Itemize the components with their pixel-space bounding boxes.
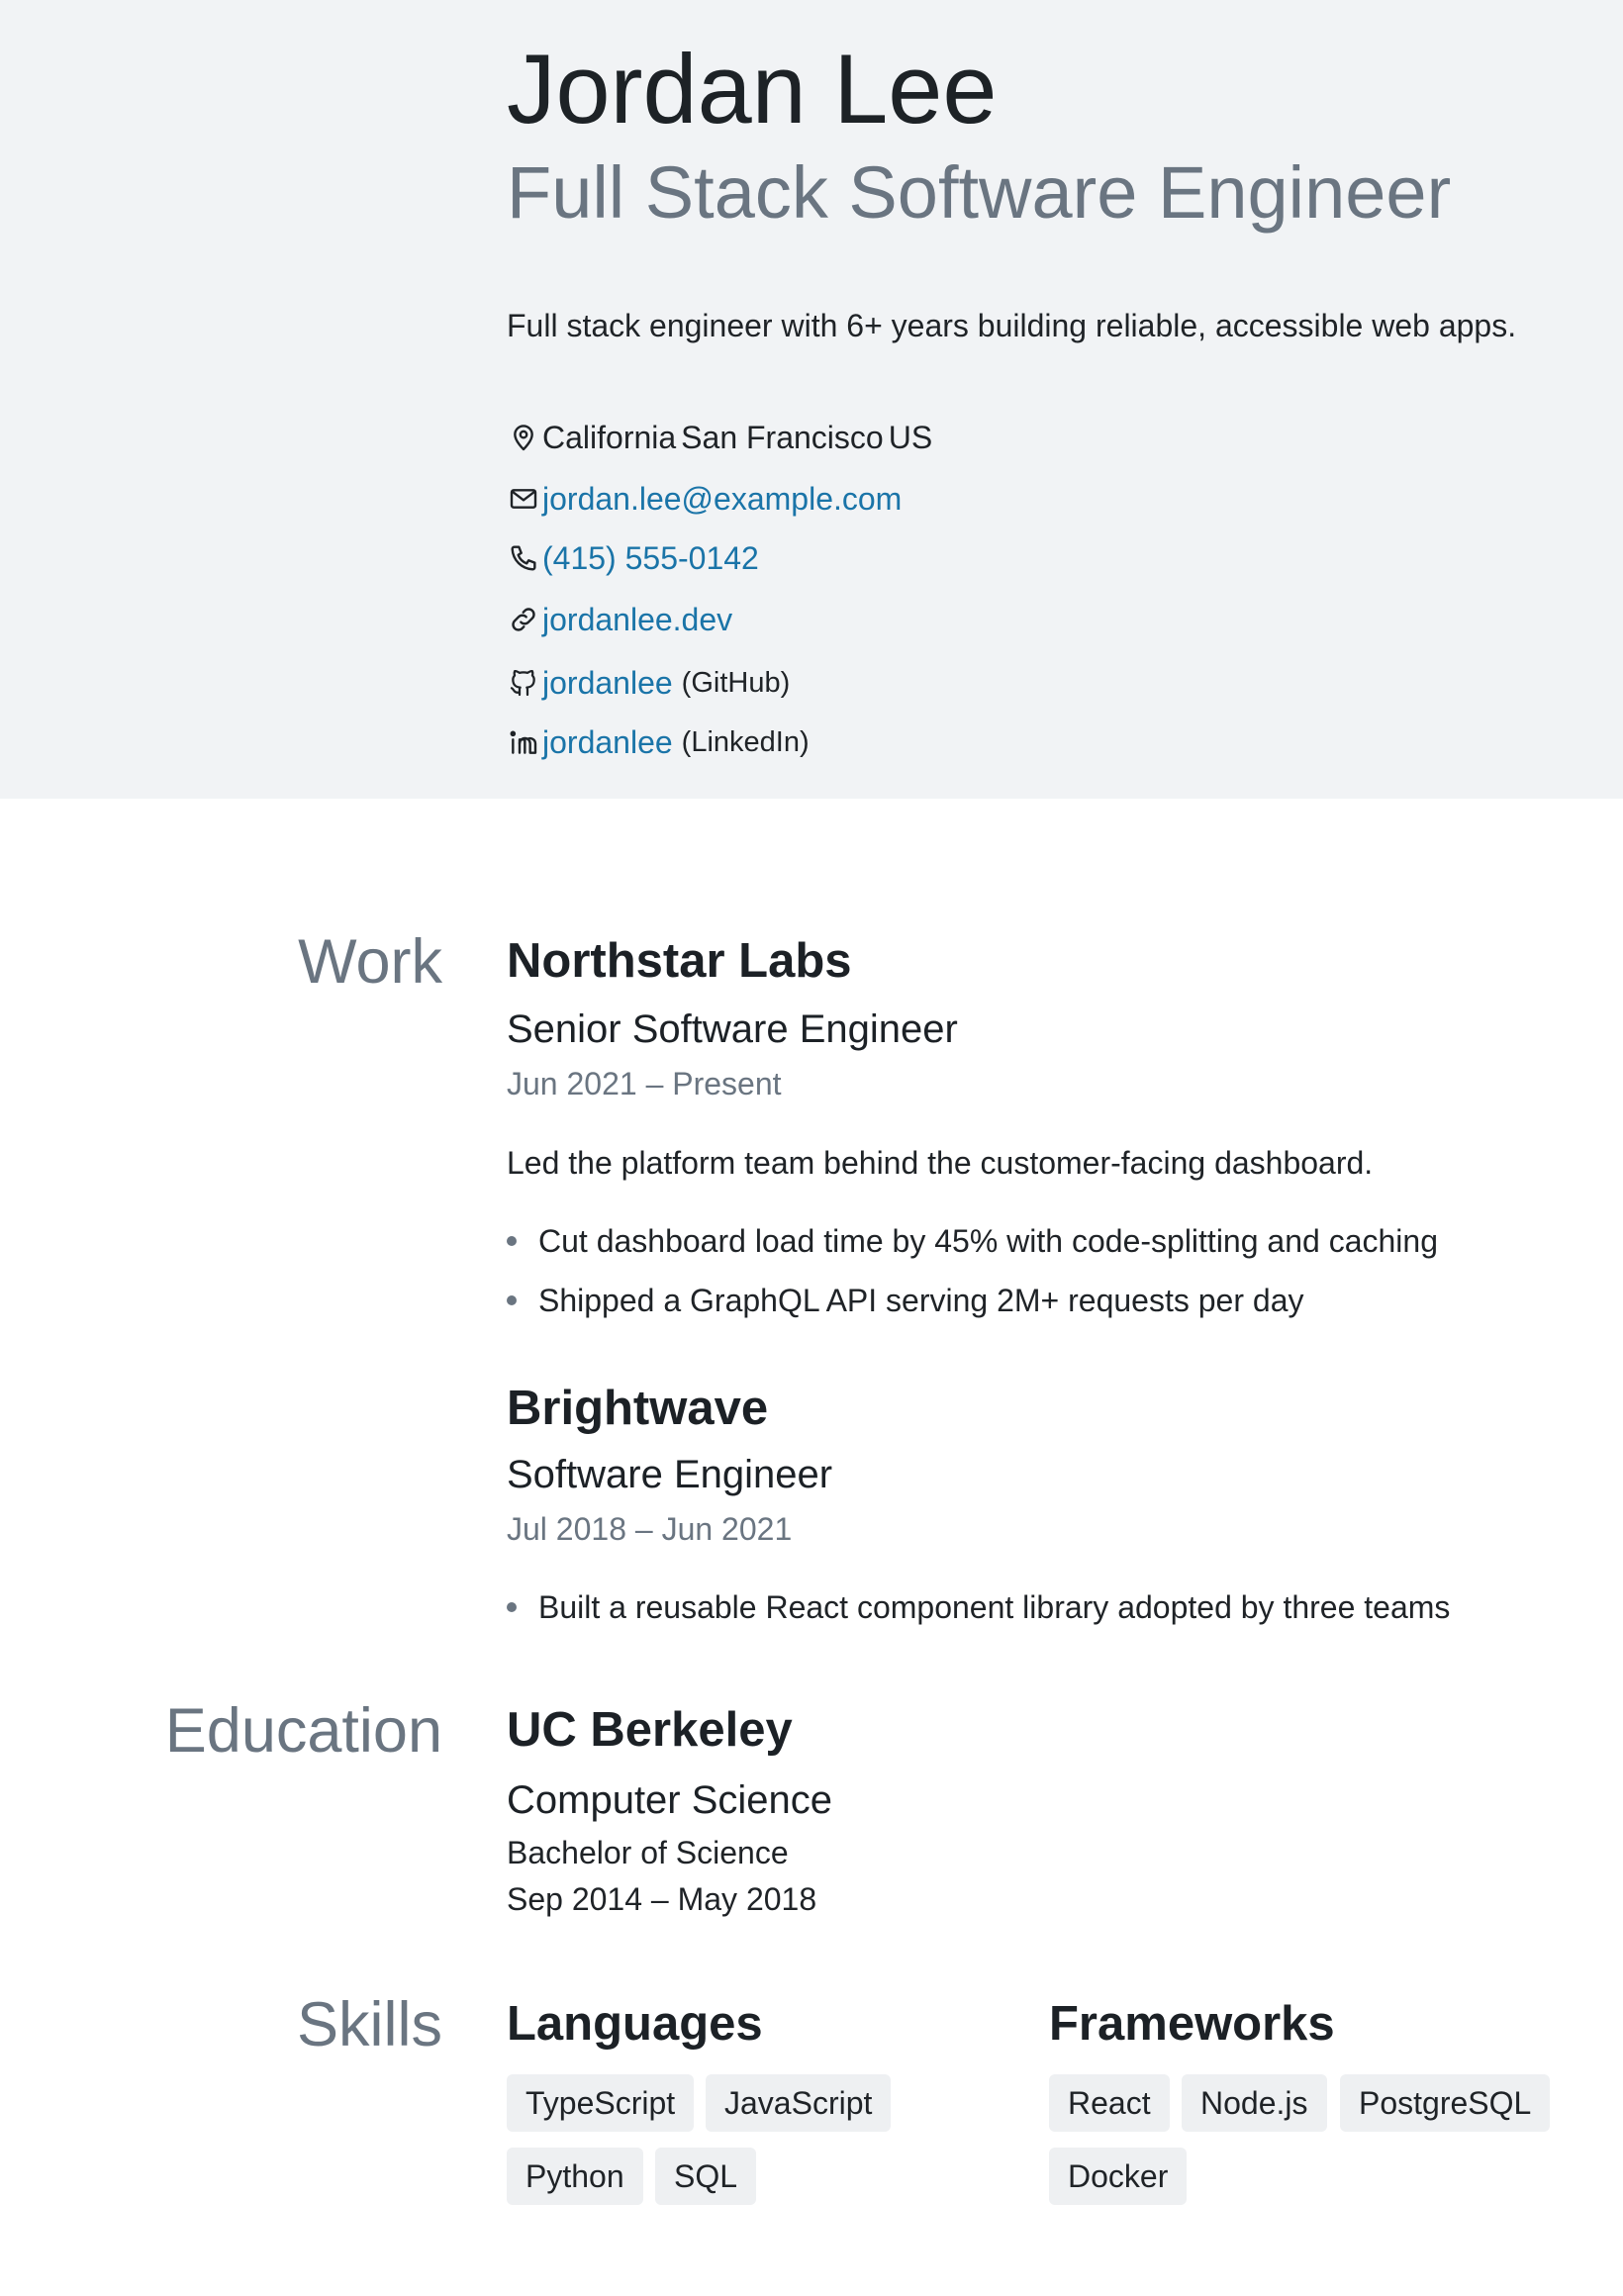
work-highlight-text: Shipped a GraphQL API serving 2M+ requests per day xyxy=(538,1283,1304,1318)
website-line xyxy=(507,596,732,643)
github-network-label: (GitHub) xyxy=(681,666,791,699)
resume-header xyxy=(0,0,1623,799)
work-highlight xyxy=(507,1221,1438,1261)
education-institution: UC Berkeley xyxy=(507,1703,793,1757)
linkedin-network-label: (LinkedIn) xyxy=(681,725,810,758)
section-title-education: Education xyxy=(164,1696,442,1766)
section-title-skills: Skills xyxy=(296,1990,442,2059)
work-highlight xyxy=(507,1587,1450,1627)
location-country: US xyxy=(888,419,933,455)
skill-tag: Docker xyxy=(1049,2148,1187,2205)
bullet-dot xyxy=(507,1236,517,1246)
skill-tag: PostgreSQL xyxy=(1340,2074,1550,2132)
education-dates: Sep 2014 – May 2018 xyxy=(507,1881,817,1917)
phone-link[interactable]: (415) 555-0142 xyxy=(542,539,759,576)
phone-line xyxy=(507,534,759,582)
skill-tag: JavaScript xyxy=(706,2074,891,2132)
skill-tag: React xyxy=(1049,2074,1170,2132)
work-position: Software Engineer xyxy=(507,1453,833,1496)
work-position: Senior Software Engineer xyxy=(507,1007,958,1051)
phone-icon xyxy=(507,541,540,575)
work-highlight xyxy=(507,1281,1303,1320)
education-study-type: Bachelor of Science xyxy=(507,1835,789,1870)
work-dates: Jul 2018 – Jun 2021 xyxy=(507,1511,793,1547)
section-title-work: Work xyxy=(298,927,442,997)
location-region: California xyxy=(542,419,677,455)
location-line xyxy=(507,414,932,461)
email-line xyxy=(507,475,902,523)
education-area: Computer Science xyxy=(507,1778,833,1822)
work-dates: Jun 2021 – Present xyxy=(507,1066,782,1101)
mail-icon xyxy=(507,482,540,516)
email-link[interactable]: jordan.lee@example.com xyxy=(542,480,903,517)
github-username-link[interactable]: jordanlee xyxy=(542,664,673,701)
skill-group-name: Frameworks xyxy=(1049,1997,1335,2051)
github-profile-line xyxy=(507,659,790,707)
linkedin-username-link[interactable]: jordanlee xyxy=(542,723,673,760)
skill-tag: TypeScript xyxy=(507,2074,694,2132)
skill-tag: Python xyxy=(507,2148,643,2205)
linkedin-icon xyxy=(507,725,540,759)
person-name: Jordan Lee xyxy=(507,34,998,144)
website-link[interactable]: jordanlee.dev xyxy=(542,601,733,637)
work-company: Brightwave xyxy=(507,1382,769,1435)
github-icon xyxy=(507,666,540,700)
summary-text: Full stack engineer with 6+ years building reliable, accessible web apps. xyxy=(507,308,1517,343)
bullet-dot xyxy=(507,1602,517,1612)
link-icon xyxy=(507,603,540,636)
job-title: Full Stack Software Engineer xyxy=(507,151,1452,234)
work-highlight-text: Built a reusable React component library adopted by three teams xyxy=(538,1589,1451,1625)
map-pin-icon xyxy=(507,421,540,454)
skill-tag: Node.js xyxy=(1182,2074,1327,2132)
skill-group-name: Languages xyxy=(507,1997,763,2051)
work-summary: Led the platform team behind the customer-facing dashboard. xyxy=(507,1145,1374,1181)
bullet-dot xyxy=(507,1295,517,1305)
work-highlight-text: Cut dashboard load time by 45% with code-splitting and caching xyxy=(538,1223,1438,1259)
location-city: San Francisco xyxy=(681,419,884,455)
skill-tag: SQL xyxy=(655,2148,756,2205)
linkedin-profile-line xyxy=(507,718,810,766)
work-company: Northstar Labs xyxy=(507,934,852,988)
